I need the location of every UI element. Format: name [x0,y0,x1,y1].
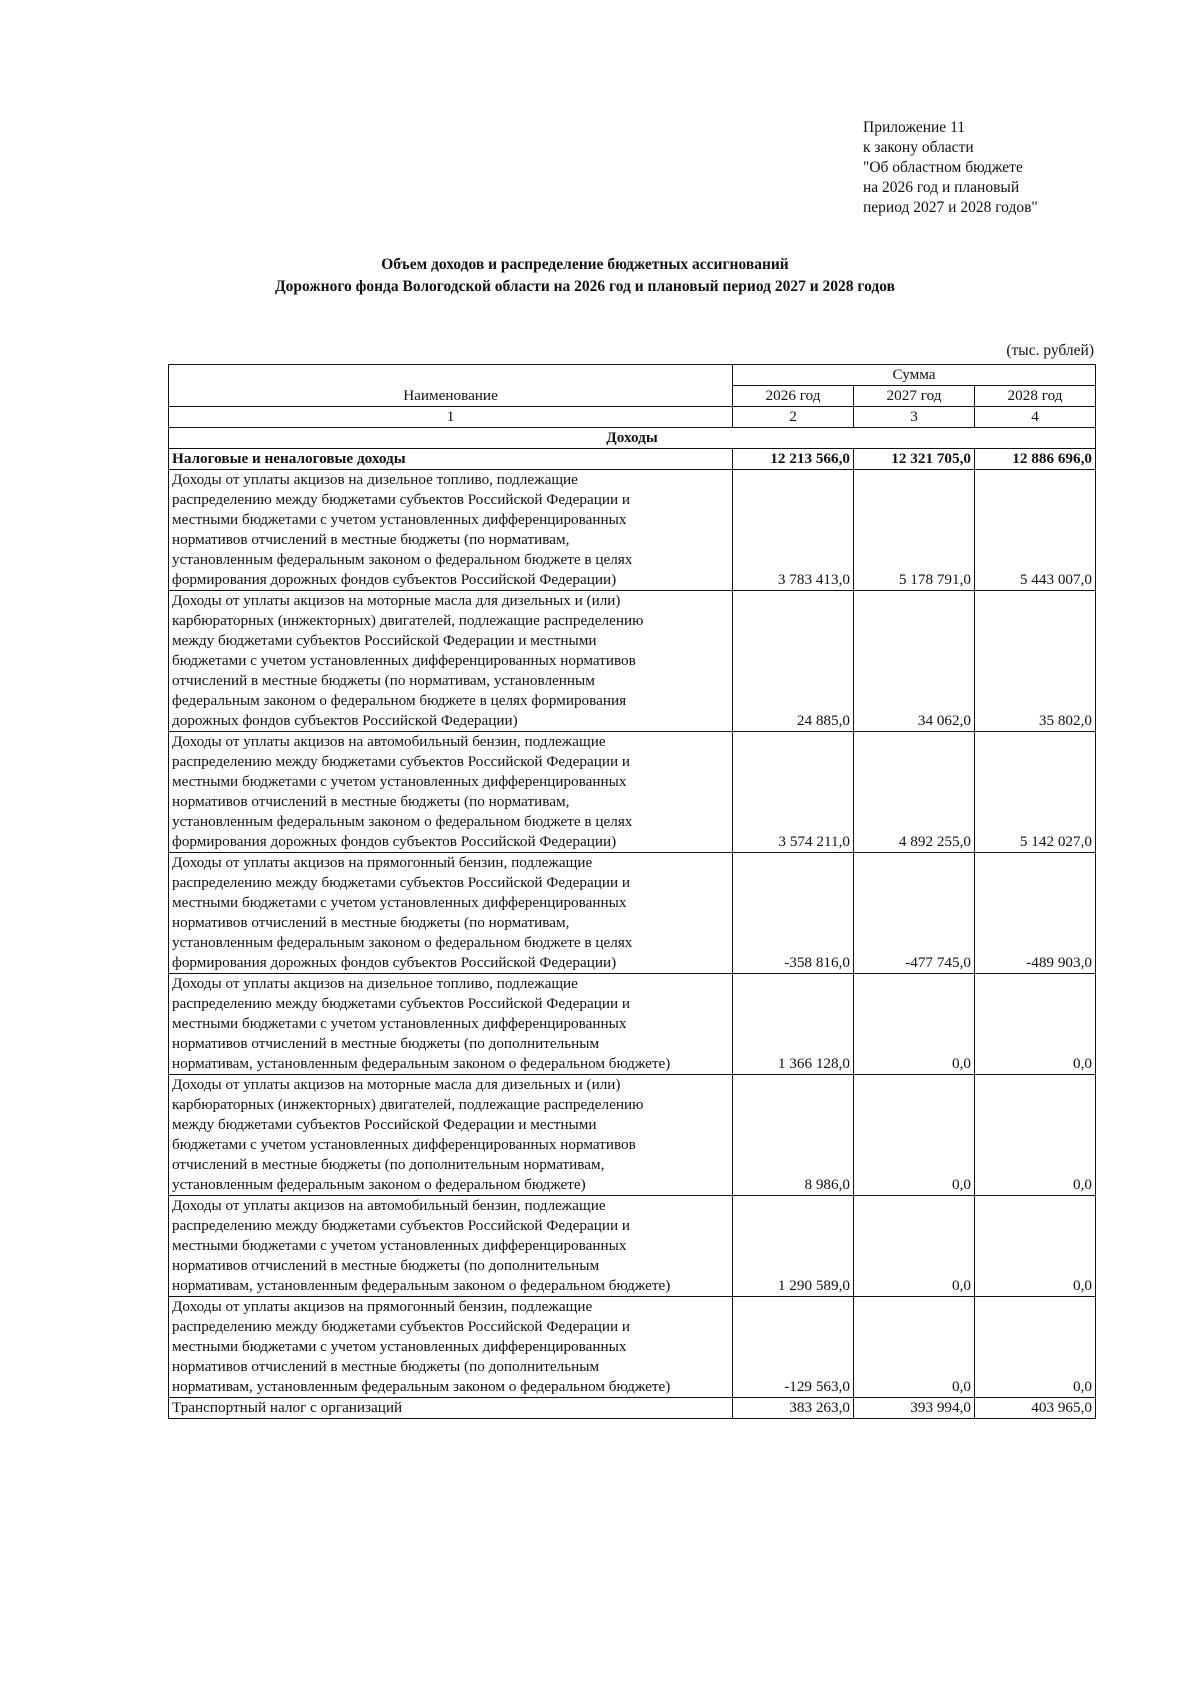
total-name: Налоговые и неналоговые доходы [169,449,733,470]
row-name-line: Доходы от уплаты акцизов на дизельное топливо, подлежащие [172,471,578,488]
row-name-line: местными бюджетами с учетом установленных дифференцированных [172,1237,627,1254]
row-value-2028: 403 965,0 [975,1398,1096,1419]
row-value-2028: 0,0 [975,1196,1096,1297]
table-row [169,1398,1096,1419]
row-name-line: местными бюджетами с учетом установленных дифференцированных [172,511,627,528]
row-name-line: Доходы от уплаты акцизов на автомобильный бензин, подлежащие [172,733,606,750]
row-value-2027: 0,0 [854,1196,975,1297]
row-name-line: распределению между бюджетами субъектов Российской Федерации и [172,1318,630,1335]
row-name [169,591,733,732]
row-value-2027: 5 178 791,0 [854,470,975,591]
row-name-line: установленным федеральным законом о федеральном бюджете в целях [172,813,633,830]
row-name-line: дорожных фондов субъектов Российской Федерации) [172,712,518,729]
column-number: 1 [169,407,733,428]
row-name-line: формирования дорожных фондов субъектов Российской Федерации) [172,571,617,588]
row-name-line: Транспортный налог с организаций [172,1399,403,1416]
total-2028: 12 886 696,0 [975,449,1096,470]
table-row [169,853,1096,974]
row-value-2026: -129 563,0 [733,1297,854,1398]
row-value-2027: 34 062,0 [854,591,975,732]
row-name-line: нормативов отчислений в местные бюджеты (по нормативам, [172,531,570,548]
row-name-line: между бюджетами субъектов Российской Федерации и местными [172,1116,597,1133]
row-name [169,1398,733,1419]
row-name-line: карбюраторных (инжекторных) двигателей, подлежащие распределению [172,612,644,629]
row-name-line: нормативов отчислений в местные бюджеты (по нормативам, [172,914,570,931]
row-name-line: Доходы от уплаты акцизов на прямогонный бензин, подлежащие [172,854,593,871]
header-sum: Сумма [733,365,1096,386]
appendix-line: период 2027 и 2028 годов" [863,199,1038,216]
row-name-line: установленным федеральным законом о федеральном бюджете в целях [172,551,633,568]
header-row [169,365,1096,386]
header-name: Наименование [169,365,733,407]
row-value-2028: 0,0 [975,1075,1096,1196]
row-value-2027: 4 892 255,0 [854,732,975,853]
document-title [170,254,1000,298]
row-name-line: распределению между бюджетами субъектов Российской Федерации и [172,753,630,770]
row-value-2027: 0,0 [854,974,975,1075]
row-name-line: местными бюджетами с учетом установленных дифференцированных [172,1015,627,1032]
table-row [169,470,1096,591]
row-name-line: бюджетами с учетом установленных дифференцированных нормативов [172,652,636,669]
appendix-line: на 2026 год и плановый [863,179,1020,196]
row-name-line: местными бюджетами с учетом установленных дифференцированных [172,894,627,911]
row-name-line: нормативов отчислений в местные бюджеты (по дополнительным [172,1358,600,1375]
row-name-line: карбюраторных (инжекторных) двигателей, подлежащие распределению [172,1096,644,1113]
row-value-2026: 24 885,0 [733,591,854,732]
row-name-line: местными бюджетами с учетом установленных дифференцированных [172,773,627,790]
row-value-2028: 35 802,0 [975,591,1096,732]
row-value-2026: -358 816,0 [733,853,854,974]
table-row [169,732,1096,853]
row-name-line: формирования дорожных фондов субъектов Российской Федерации) [172,833,617,850]
row-value-2026: 383 263,0 [733,1398,854,1419]
row-name [169,853,733,974]
table-row [169,1196,1096,1297]
column-number: 3 [854,407,975,428]
appendix-line: к закону области [863,139,974,156]
row-name [169,1297,733,1398]
row-name-line: отчислений в местные бюджеты (по дополнительным нормативам, [172,1156,605,1173]
row-name-line: нормативам, установленным федеральным законом о федеральном бюджете) [172,1055,671,1072]
row-name-line: отчислений в местные бюджеты (по нормативам, установленным [172,672,595,689]
row-name [169,732,733,853]
column-number: 4 [975,407,1096,428]
row-value-2027: 0,0 [854,1297,975,1398]
row-name-line: Доходы от уплаты акцизов на дизельное топливо, подлежащие [172,975,578,992]
row-name-line: формирования дорожных фондов субъектов Российской Федерации) [172,954,617,971]
row-name-line: Доходы от уплаты акцизов на моторные масла для дизельных и (или) [172,1076,621,1093]
row-name [169,974,733,1075]
total-2027: 12 321 705,0 [854,449,975,470]
row-name-line: нормативам, установленным федеральным законом о федеральном бюджете) [172,1378,671,1395]
section-title: Доходы [169,428,1096,449]
row-name-line: распределению между бюджетами субъектов Российской Федерации и [172,491,630,508]
title-line-2: Дорожного фонда Вологодской области на 2026 год и плановый период 2027 и 2028 годов [275,278,895,295]
budget-table [168,364,1096,1419]
row-name [169,470,733,591]
row-name-line: Доходы от уплаты акцизов на моторные масла для дизельных и (или) [172,592,621,609]
row-value-2028: 0,0 [975,974,1096,1075]
row-name-line: бюджетами с учетом установленных дифференцированных нормативов [172,1136,636,1153]
appendix-line: Приложение 11 [863,119,965,136]
units-note: (тыс. рублей) [1006,342,1094,359]
row-name-line: распределению между бюджетами субъектов Российской Федерации и [172,874,630,891]
row-value-2028: 0,0 [975,1297,1096,1398]
row-name-line: распределению между бюджетами субъектов Российской Федерации и [172,995,630,1012]
row-value-2026: 1 290 589,0 [733,1196,854,1297]
row-value-2026: 3 783 413,0 [733,470,854,591]
column-numbers-row [169,407,1096,428]
row-name-line: нормативам, установленным федеральным законом о федеральном бюджете) [172,1277,671,1294]
row-value-2027: 0,0 [854,1075,975,1196]
row-name-line: нормативов отчислений в местные бюджеты (по дополнительным [172,1257,600,1274]
header-2028: 2028 год [975,386,1096,407]
row-name [169,1075,733,1196]
row-value-2026: 1 366 128,0 [733,974,854,1075]
row-name-line: между бюджетами субъектов Российской Федерации и местными [172,632,597,649]
total-row [169,449,1096,470]
row-value-2027: -477 745,0 [854,853,975,974]
total-2026: 12 213 566,0 [733,449,854,470]
row-value-2028: 5 443 007,0 [975,470,1096,591]
title-line-1: Объем доходов и распределение бюджетных ассигнований [381,256,789,273]
section-row [169,428,1096,449]
appendix-block [863,118,1038,218]
row-name [169,1196,733,1297]
row-name-line: федеральным законом о федеральном бюджете в целях формирования [172,692,627,709]
row-value-2028: 5 142 027,0 [975,732,1096,853]
row-name-line: Доходы от уплаты акцизов на автомобильный бензин, подлежащие [172,1197,606,1214]
header-2027: 2027 год [854,386,975,407]
row-name-line: установленным федеральным законом о федеральном бюджете) [172,1176,586,1193]
row-value-2028: -489 903,0 [975,853,1096,974]
column-number: 2 [733,407,854,428]
header-2026: 2026 год [733,386,854,407]
table-row [169,591,1096,732]
row-name-line: нормативов отчислений в местные бюджеты (по нормативам, [172,793,570,810]
row-name-line: местными бюджетами с учетом установленных дифференцированных [172,1338,627,1355]
row-name-line: установленным федеральным законом о федеральном бюджете в целях [172,934,633,951]
row-value-2027: 393 994,0 [854,1398,975,1419]
row-value-2026: 3 574 211,0 [733,732,854,853]
row-name-line: нормативов отчислений в местные бюджеты (по дополнительным [172,1035,600,1052]
table-row [169,1075,1096,1196]
row-value-2026: 8 986,0 [733,1075,854,1196]
appendix-line: "Об областном бюджете [863,159,1023,176]
row-name-line: распределению между бюджетами субъектов Российской Федерации и [172,1217,630,1234]
row-name-line: Доходы от уплаты акцизов на прямогонный бензин, подлежащие [172,1298,593,1315]
table-row [169,1297,1096,1398]
table-row [169,974,1096,1075]
